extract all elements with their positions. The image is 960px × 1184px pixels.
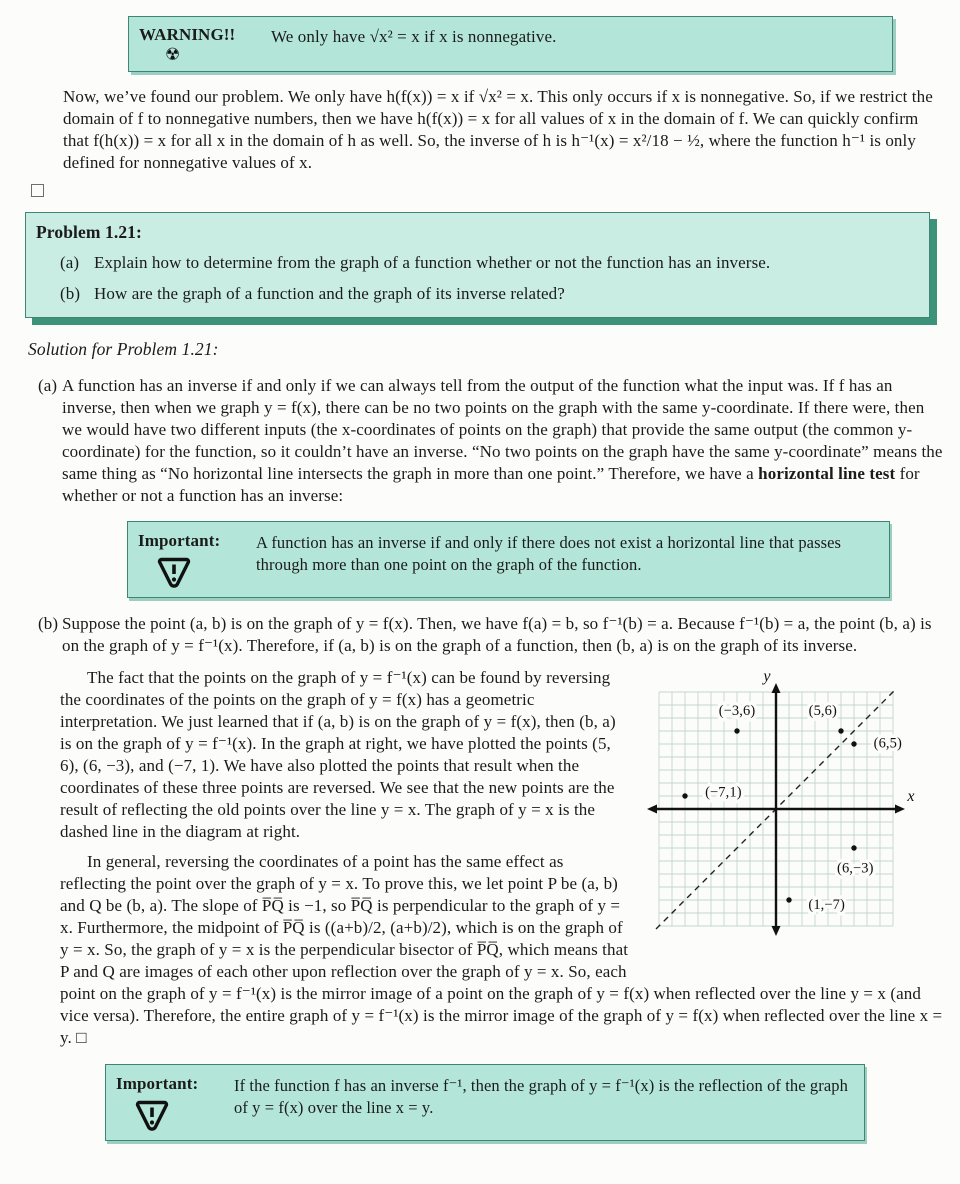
problem-item-a-label: (a) <box>60 253 80 272</box>
warning-label-column <box>139 24 271 64</box>
svg-text:y: y <box>763 669 771 685</box>
part-b-paragraph-1: Suppose the point (a, b) is on the graph of y = f(x). Then, we have f(a) = b, so f⁻¹(b) = a. Because f⁻¹(b) = a, the point (b, a) is on the graph of y = f⁻¹(x). Therefore, if (a, b) is on the graph of a function, then (b, a) is on the graph of its inverse. <box>62 614 932 655</box>
important-box-horizontal-line-test <box>127 521 890 598</box>
important-2-text: If the function f has an inverse f⁻¹, then the graph of y = f⁻¹(x) is the reflection of the graph of y = f(x) over the line x = y. <box>234 1076 848 1117</box>
part-a-paragraph <box>62 375 945 507</box>
important-2-label: Important: <box>116 1074 199 1093</box>
problem-box <box>25 212 930 318</box>
radiation-icon: ☢ <box>165 45 181 65</box>
problem-item-a-text: Explain how to determine from the graph of a function whether or not the function has an inverse. <box>94 253 771 272</box>
problem-item-a <box>36 252 915 274</box>
problem-item-b-text: How are the graph of a function and the graph of its inverse related? <box>94 284 565 303</box>
part-b-paragraph-2: The fact that the points on the graph of y = f⁻¹(x) can be found by reversing the coordinates of the points on the graph of y = f(x) has a geometric interpretation. We just learned that if (a, b) is on the graph of y = f(x), then (b, a) is on the graph of y = f⁻¹(x). In the graph at right, we have plotted the points (5, 6), (6, −3), and (−7, 1). We have also plotted the points that result when the coordinates of these three points are reversed. We see that the new points are the result of reflecting the old points over the line y = x. The graph of y = x is the dashed line in the diagram at right. <box>60 668 616 841</box>
problem-title: Problem 1.21: <box>36 222 142 242</box>
part-b-paragraph-3: In general, reversing the coordinates of a point has the same effect as reflecting the point over the graph of y = x. To prove this, we let point P be (a, b) and Q be (b, a). The slope of P̅Q̅ is −1, so P̅Q̅ is perpendicular to the graph of y = x. Furthermore, the midpoint of P̅Q̅ is ((a+b)/2, (a+b)/2), which is on the graph of y = x. So, the graph of y = x is the perpendicular bisector of P̅Q̅, which means that P and Q are images of each other upon reflection over the graph of y = x. So, each point on the graph of y = f⁻¹(x) is the mirror image of a point on the graph of y = f(x) when reflected over the line y = x (and vice versa). Therefore, the entire graph of y = f⁻¹(x) is the mirror image of the graph of y = f(x) when reflected over the line x = y. □ <box>60 852 943 1047</box>
part-a-text-before: A function has an inverse if and only if we can always tell from the output of the function what the input was. If f has an inverse, then when we graph y = f(x), there can be no two points on the graph with the same y-coordinate. If there were, then we would have two different inputs (the x-coordinates of points on the graph) that provide the same output (the common y-coordinate) for the function, so it couldn’t have an inverse. “No two points on the graph have the same y-coordinate” means the same thing as “No horizontal line intersects the graph in more than one point.” Therefore, we have a <box>62 376 943 483</box>
solution-part-a <box>38 375 945 507</box>
warning-label: WARNING!! <box>139 25 236 44</box>
important-2-label-column <box>116 1073 234 1132</box>
reflection-graph <box>643 669 945 967</box>
solution-heading: Solution for Problem 1.21: <box>28 339 219 359</box>
important-1-label: Important: <box>138 531 221 550</box>
svg-text:(−7,1): (−7,1) <box>705 784 742 801</box>
important-box-reflection <box>105 1064 865 1141</box>
part-a-label: (a) <box>38 376 58 395</box>
reflection-graph-svg <box>643 669 943 961</box>
svg-text:x: x <box>907 788 915 805</box>
important-1-label-column <box>138 530 256 589</box>
problem-item-b-label: (b) <box>60 284 81 303</box>
svg-text:(1,−7): (1,−7) <box>808 896 845 913</box>
part-a-bold-phrase: horizontal line test <box>758 464 896 483</box>
intro-paragraph: Now, we’ve found our problem. We only have h(f(x)) = x if √x² = x. This only occurs if x is nonnegative. So, if we restrict the domain of f to nonnegative numbers, then we have h(f(x)) = x for all values of x in the domain of f. We can quickly confirm that f(h(x)) = x for all x in the domain of h as well. So, the inverse of h is h⁻¹(x) = x²/18 − ½, where the function h⁻¹ is only defined for nonnegative values of x. <box>63 87 933 172</box>
svg-text:(6,−3): (6,−3) <box>837 860 874 877</box>
part-b-flow-section <box>60 667 945 1049</box>
svg-text:(5,6): (5,6) <box>808 703 837 720</box>
exclamation-triangle-icon <box>134 1098 170 1132</box>
svg-text:(6,5): (6,5) <box>873 735 902 752</box>
end-of-solution-square <box>31 184 44 197</box>
problem-item-b <box>36 283 915 305</box>
solution-part-b <box>38 613 945 657</box>
important-1-text: A function has an inverse if and only if there does not exist a horizontal line that passes through more than one point on the graph of the function. <box>256 533 842 574</box>
exclamation-triangle-icon <box>156 555 192 589</box>
warning-box <box>128 16 893 72</box>
part-a-text-after: for whether or not a function has an inverse: <box>62 464 920 505</box>
part-b-label: (b) <box>38 614 59 633</box>
svg-text:(−3,6): (−3,6) <box>718 703 756 720</box>
warning-text: We only have √x² = x if x is nonnegative. <box>271 27 557 46</box>
textbook-page <box>0 16 960 1184</box>
